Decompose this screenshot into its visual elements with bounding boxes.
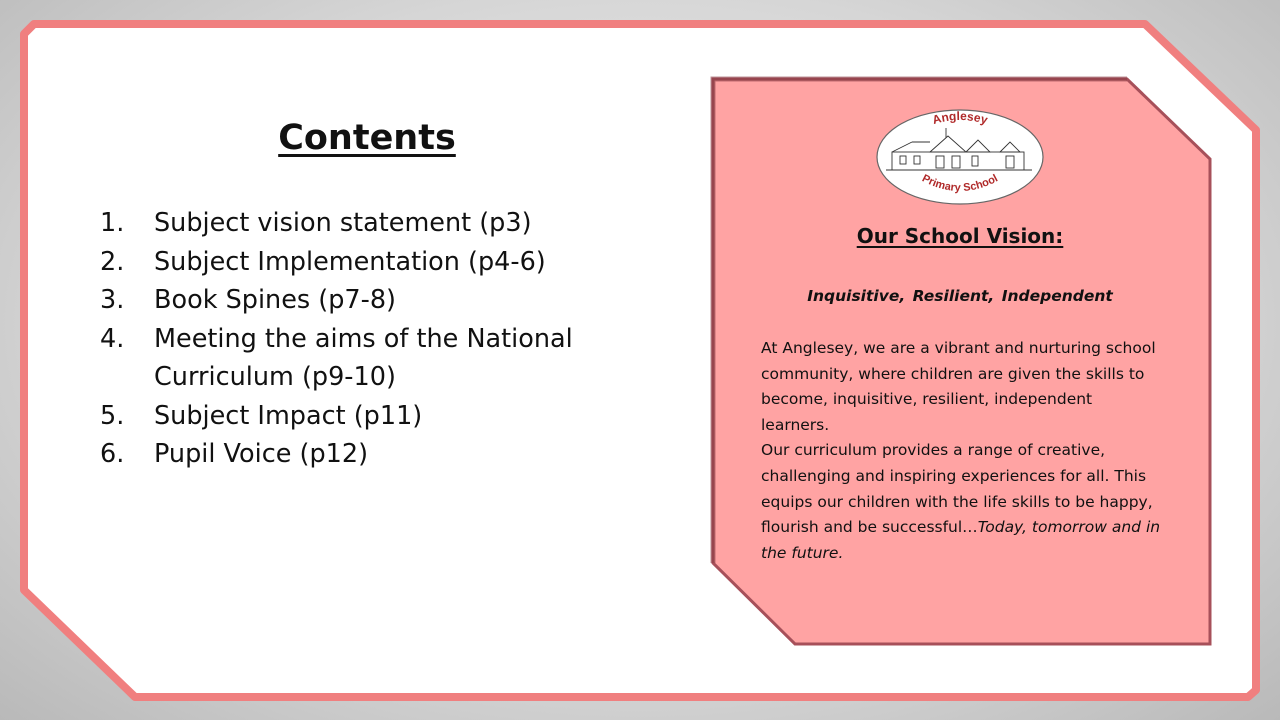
vision-paragraph-text: Our curriculum provides a range of creative, challenging and inspiring experiences for all. This equips our children with the life skills to be happy, flourish and be successful… bbox=[761, 441, 1153, 537]
vision-paragraph bbox=[761, 438, 1161, 566]
list-item-text: Subject Implementation (p4-6) bbox=[154, 246, 546, 277]
contents-list bbox=[100, 204, 620, 474]
list-item bbox=[100, 320, 620, 397]
list-item-number: 1. bbox=[100, 208, 125, 238]
list-item-number: 3. bbox=[100, 285, 125, 315]
list-item-text: Subject Impact (p11) bbox=[154, 400, 423, 431]
list-item bbox=[100, 204, 620, 243]
logo-top-text: Anglesey bbox=[930, 108, 990, 128]
list-item bbox=[100, 435, 620, 474]
list-item bbox=[100, 397, 620, 436]
list-item bbox=[100, 281, 620, 320]
vision-title: Our School Vision: bbox=[856, 224, 1064, 248]
list-item-number: 5. bbox=[100, 400, 125, 431]
vision-body bbox=[761, 336, 1161, 566]
list-item-number: 4. bbox=[100, 323, 125, 354]
logo-bottom-text: Primary School bbox=[920, 172, 1000, 195]
list-item-text: Meeting the aims of the National Curriculum (p9-10) bbox=[154, 323, 573, 392]
list-item-text: Subject vision statement (p3) bbox=[154, 208, 532, 238]
list-item-text: Book Spines (p7-8) bbox=[154, 285, 397, 315]
list-item-text: Pupil Voice (p12) bbox=[154, 439, 369, 469]
vision-values: Inquisitive, Resilient, Independent bbox=[807, 287, 1113, 305]
list-item bbox=[100, 243, 620, 282]
list-item-number: 6. bbox=[100, 439, 125, 469]
school-logo bbox=[872, 106, 1048, 208]
contents-title: Contents bbox=[278, 118, 456, 158]
vision-emphasis: Today, tomorrow and in the future. bbox=[761, 518, 1161, 562]
list-item-number: 2. bbox=[100, 246, 125, 277]
vision-paragraph: At Anglesey, we are a vibrant and nurturing school community, where children are given the skills to become, inquisitive, resilient, independent learners. bbox=[761, 339, 1156, 434]
